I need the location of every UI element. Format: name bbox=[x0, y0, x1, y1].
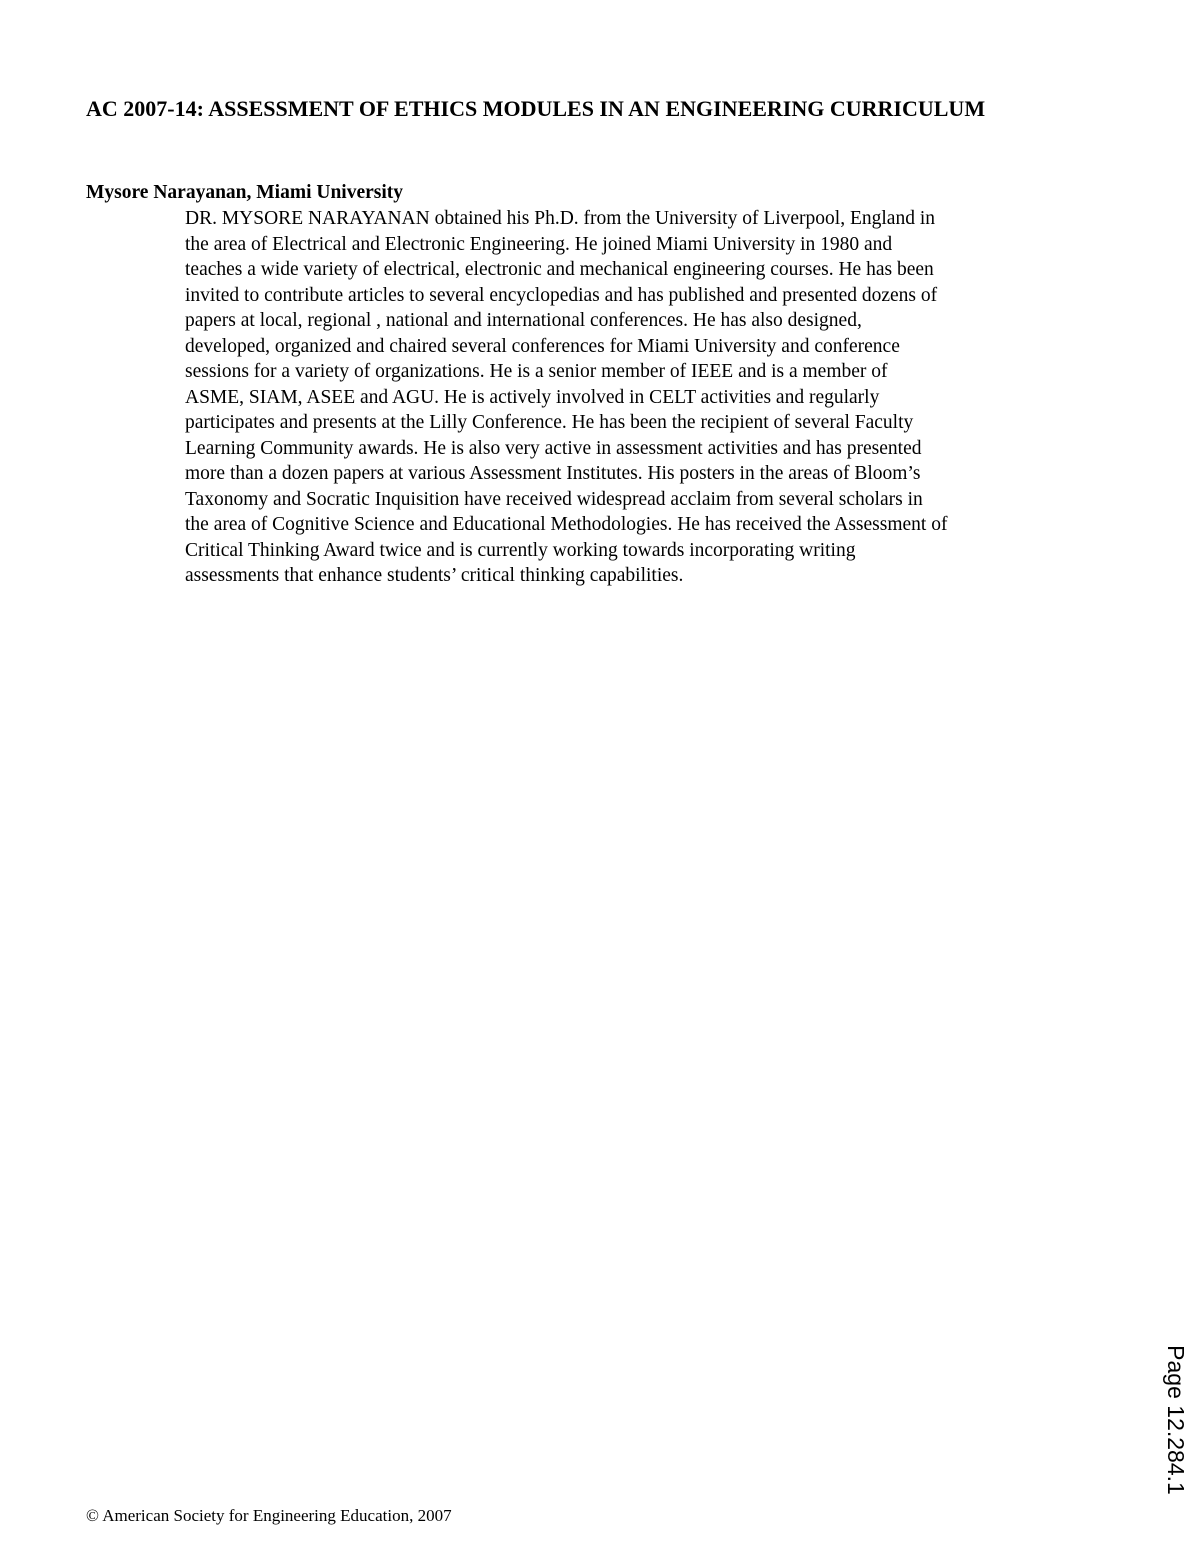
bio-line: more than a dozen papers at various Assessment Institutes. His posters in the areas of Bloom’s bbox=[185, 463, 921, 484]
bio-line: papers at local, regional , national and international conferences. He has also designed, bbox=[185, 310, 862, 331]
bio-line: developed, organized and chaired several conferences for Miami University and conference bbox=[185, 335, 900, 357]
author-biography bbox=[185, 206, 1120, 589]
bio-line: ASME, SIAM, ASEE and AGU. He is actively involved in CELT activities and regularly bbox=[185, 386, 880, 408]
copyright-notice: © American Society for Engineering Education, 2007 bbox=[86, 1506, 452, 1525]
bio-line: sessions for a variety of organizations. He is a senior member of IEEE and is a member of bbox=[185, 361, 888, 382]
bio-line: Taxonomy and Socratic Inquisition have received widespread acclaim from several scholars in bbox=[185, 488, 923, 510]
bio-line: participates and presents at the Lilly Conference. He has been the recipient of several Faculty bbox=[185, 412, 914, 433]
bio-line: assessments that enhance students’ critical thinking capabilities. bbox=[185, 565, 684, 586]
bio-line: the area of Cognitive Science and Educational Methodologies. He has received the Assessment of bbox=[185, 514, 948, 535]
bio-line: invited to contribute articles to several encyclopedias and has published and presented dozens of bbox=[185, 284, 938, 306]
bio-line: the area of Electrical and Electronic Engineering. He joined Miami University in 1980 and bbox=[185, 233, 893, 255]
author-line: Mysore Narayanan, Miami University bbox=[86, 182, 404, 203]
page-number: Page 12.284.1 bbox=[1163, 1345, 1189, 1495]
bio-line: teaches a wide variety of electrical, electronic and mechanical engineering courses. He has been bbox=[185, 259, 934, 280]
bio-line: Critical Thinking Award twice and is currently working towards incorporating writing bbox=[185, 539, 856, 561]
bio-line: DR. MYSORE NARAYANAN obtained his Ph.D. from the University of Liverpool, England in bbox=[185, 208, 935, 229]
bio-line: Learning Community awards. He is also very active in assessment activities and has presented bbox=[185, 437, 922, 459]
paper-title: AC 2007-14: ASSESSMENT OF ETHICS MODULES IN AN ENGINEERING CURRICULUM bbox=[86, 96, 986, 121]
